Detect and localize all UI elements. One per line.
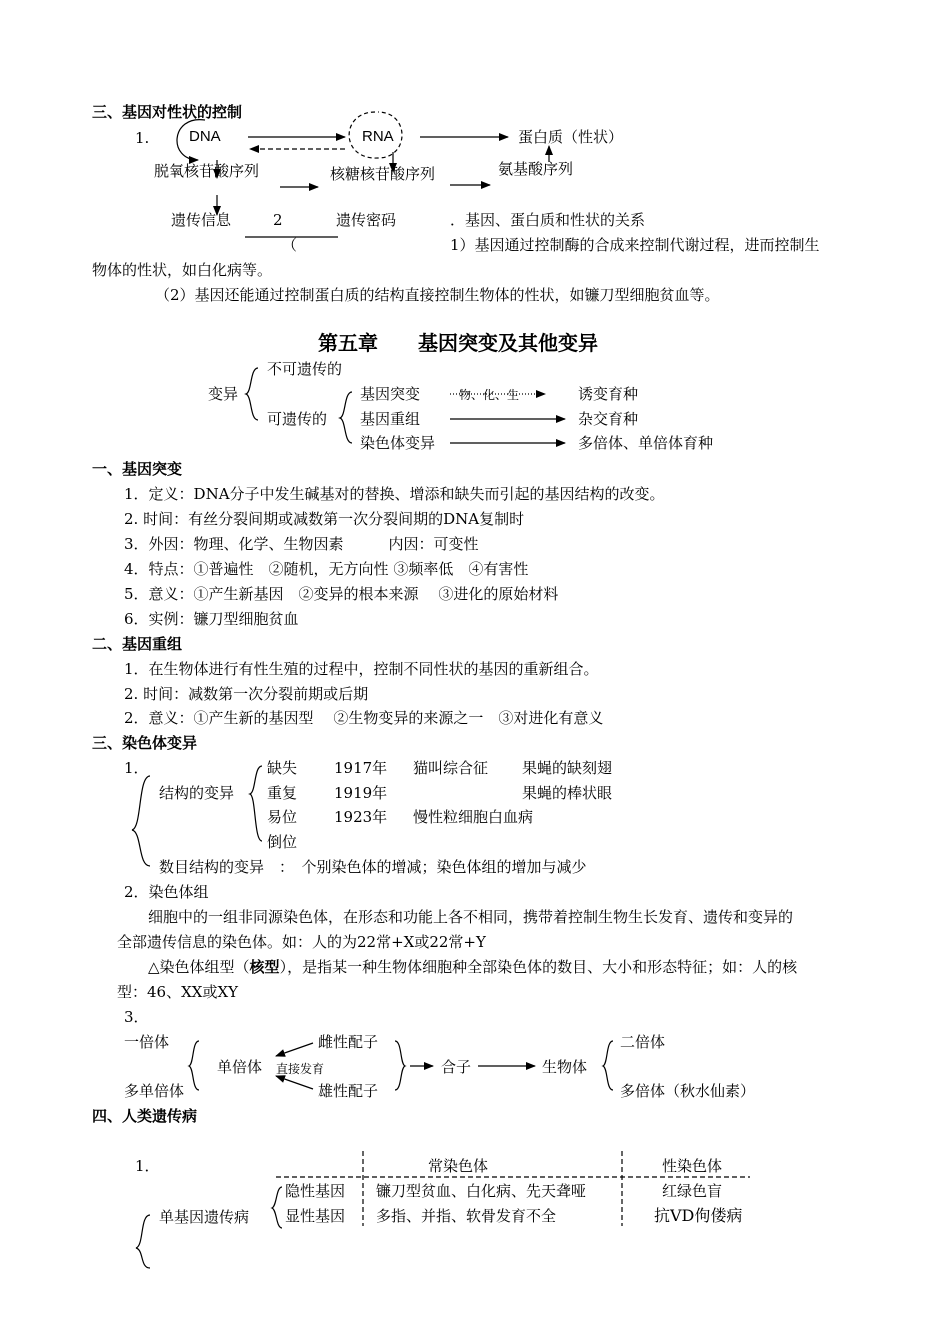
chromosome-variation-brace <box>132 776 150 866</box>
genetic-info-label: 遗传信息 <box>171 211 232 229</box>
multi-monoploid-label: 多单倍体 <box>124 1082 185 1100</box>
female-gamete-label: 雌性配子 <box>318 1033 379 1051</box>
paragraph-1-line-2: 物体的性状，如白化病等。 <box>92 261 273 279</box>
gene-mutation-label: 基因突变 <box>360 385 421 403</box>
structural-variation-brace <box>250 766 262 841</box>
karyotype-para-line-2: 型：46、XX或XY <box>117 983 239 1001</box>
relation-label: ．基因、蛋白质和性状的关系 <box>450 211 646 229</box>
list-item: 1．在生物体进行有性生殖的过程中，控制不同性状的基因的重新组合。 <box>124 660 599 678</box>
section-heading-chromosome-variation: 三、染色体变异 <box>92 734 198 752</box>
gene-recombination-label: 基因重组 <box>360 410 421 428</box>
paren-open: （ <box>282 236 298 254</box>
direct-development-label: 直接发育 <box>276 1062 325 1076</box>
item-number: 3． <box>124 1008 149 1026</box>
variation-type: 重复 <box>267 784 298 802</box>
paragraph-1-line-1: 1）基因通过控制酶的合成来控制代谢过程，进而控制生 <box>450 236 820 254</box>
list-item: 2．意义：①产生新的基因型 ②生物变异的来源之一 ③对进化有意义 <box>124 709 604 727</box>
list-item: 1．定义：DNA分子中发生碱基对的替换、增添和缺失而引起的基因结构的改变。 <box>124 485 665 503</box>
haploid-brace <box>189 1041 199 1090</box>
dna-sequence-label: 脱氧核苷酸序列 <box>154 162 260 180</box>
list-item: 6．实例：镰刀型细胞贫血 <box>124 610 299 628</box>
chapter-title: 第五章 基因突变及其他变异 <box>318 331 598 355</box>
polyploid-label: 多倍体（秋水仙素） <box>620 1082 756 1100</box>
chromosome-set-para-line-2: 全部遗传信息的染色体。如：人的为22常+X或22常+Y <box>117 933 486 951</box>
autosome-column-header: 常染色体 <box>428 1157 489 1175</box>
list-item: 4．特点：①普遍性 ②随机，无方向性 ③频率低 ④有害性 <box>124 560 529 578</box>
variation-type: 易位 <box>267 808 298 826</box>
variation-year: 1923年 <box>334 808 388 826</box>
section-heading-human-genetic-disease: 四、人类遗传病 <box>92 1107 198 1125</box>
gamete-brace <box>395 1041 405 1090</box>
genetic-code-label: 遗传密码 <box>336 211 397 229</box>
dominant-sex-examples: 抗VD佝偻病 <box>654 1206 743 1225</box>
numerical-variation-label: 数目结构的变异 ： 个别染色体的增减；染色体组的增加与减少 <box>159 858 587 876</box>
organism-label: 生物体 <box>542 1058 588 1076</box>
rna-sequence-label: 核糖核苷酸序列 <box>330 165 436 183</box>
section-heading-gene-mutation: 一、基因突变 <box>92 460 183 478</box>
diploid-label: 二倍体 <box>620 1033 666 1051</box>
variation-brace <box>246 368 258 420</box>
dominant-autosome-examples: 多指、并指、软骨发育不全 <box>376 1207 557 1225</box>
heritable-brace <box>340 392 352 443</box>
single-gene-disease-label: 单基因遗传病 <box>159 1208 250 1226</box>
variation-year: 1917年 <box>334 759 388 777</box>
item-number: 1． <box>135 1157 160 1175</box>
rna-label: RNA <box>362 128 394 145</box>
haploid-label: 单倍体 <box>217 1058 263 1076</box>
mutation-breeding-label: 诱变育种 <box>578 385 639 403</box>
section-heading-gene-recombination: 二、基因重组 <box>92 635 183 653</box>
list-item: 3．外因：物理、化学、生物因素 内因：可变性 <box>124 535 479 553</box>
fly-example: 果蝇的棒状眼 <box>522 784 613 802</box>
monoploid-label: 一倍体 <box>124 1033 170 1051</box>
variation-label: 变异 <box>208 385 239 403</box>
variation-type: 倒位 <box>267 833 298 851</box>
item-number: 1. <box>135 129 150 147</box>
zygote-label: 合子 <box>441 1058 472 1076</box>
variation-type: 缺失 <box>267 759 298 777</box>
recessive-gene-label: 隐性基因 <box>285 1182 346 1200</box>
non-heritable-label: 不可遗传的 <box>267 360 343 378</box>
polyploid-breeding-label: 多倍体、单倍体育种 <box>578 434 714 452</box>
chromosome-set-heading: 2．染色体组 <box>124 883 209 901</box>
sex-chromosome-column-header: 性染色体 <box>662 1157 723 1175</box>
section-heading-gene-control: 三、基因对性状的控制 <box>92 103 243 121</box>
protein-label: 蛋白质（性状） <box>518 128 624 146</box>
variation-year: 1919年 <box>334 784 388 802</box>
chromosome-set-para-line-1: 细胞中的一组非同源染色体，在形态和功能上各不相同，携带着控制生物生长发育、遗传和变异的 <box>148 908 794 926</box>
paragraph-2: （2）基因还能通过控制蛋白质的结构直接控制生物体的性状，如镰刀型细胞贫血等。 <box>155 286 720 304</box>
chromosome-variation-label: 染色体变异 <box>360 434 436 452</box>
item-number: 1． <box>124 759 149 777</box>
list-item: 5．意义：①产生新基因 ②变异的根本来源 ③进化的原始材料 <box>124 585 559 603</box>
female-gamete-arrow <box>276 1043 313 1056</box>
amino-acid-sequence-label: 氨基酸序列 <box>498 160 574 178</box>
dna-label: DNA <box>189 128 221 145</box>
list-item: 2. 时间：有丝分裂间期或减数第一次分裂间期的DNA复制时 <box>124 510 525 528</box>
human-example: 慢性粒细胞白血病 <box>413 808 534 826</box>
human-example: 猫叫综合征 <box>413 759 489 777</box>
structural-variation-label: 结构的变异 <box>159 784 235 802</box>
male-gamete-label: 雄性配子 <box>318 1082 379 1100</box>
dominant-gene-label: 显性基因 <box>285 1207 346 1225</box>
recessive-autosome-examples: 镰刀型贫血、白化病、先天聋哑 <box>376 1182 587 1200</box>
single-gene-brace <box>272 1187 282 1228</box>
cross-breeding-label: 杂交育种 <box>578 410 639 428</box>
heritable-label: 可遗传的 <box>267 410 328 428</box>
fly-example: 果蝇的缺刻翅 <box>522 759 613 777</box>
disease-brace <box>136 1215 150 1268</box>
list-item: 2. 时间：减数第一次分裂前期或后期 <box>124 685 369 703</box>
item-number-2: 2 <box>273 211 283 229</box>
organism-brace <box>603 1041 613 1090</box>
physical-chemical-biological-label: 物、化、生 <box>459 388 520 402</box>
recessive-sex-examples: 红绿色盲 <box>662 1182 723 1200</box>
karyotype-para-line-1: △染色体组型（核型），是指某一种生物体细胞种全部染色体的数目、大小和形态特征；如：人的核 <box>148 958 798 976</box>
